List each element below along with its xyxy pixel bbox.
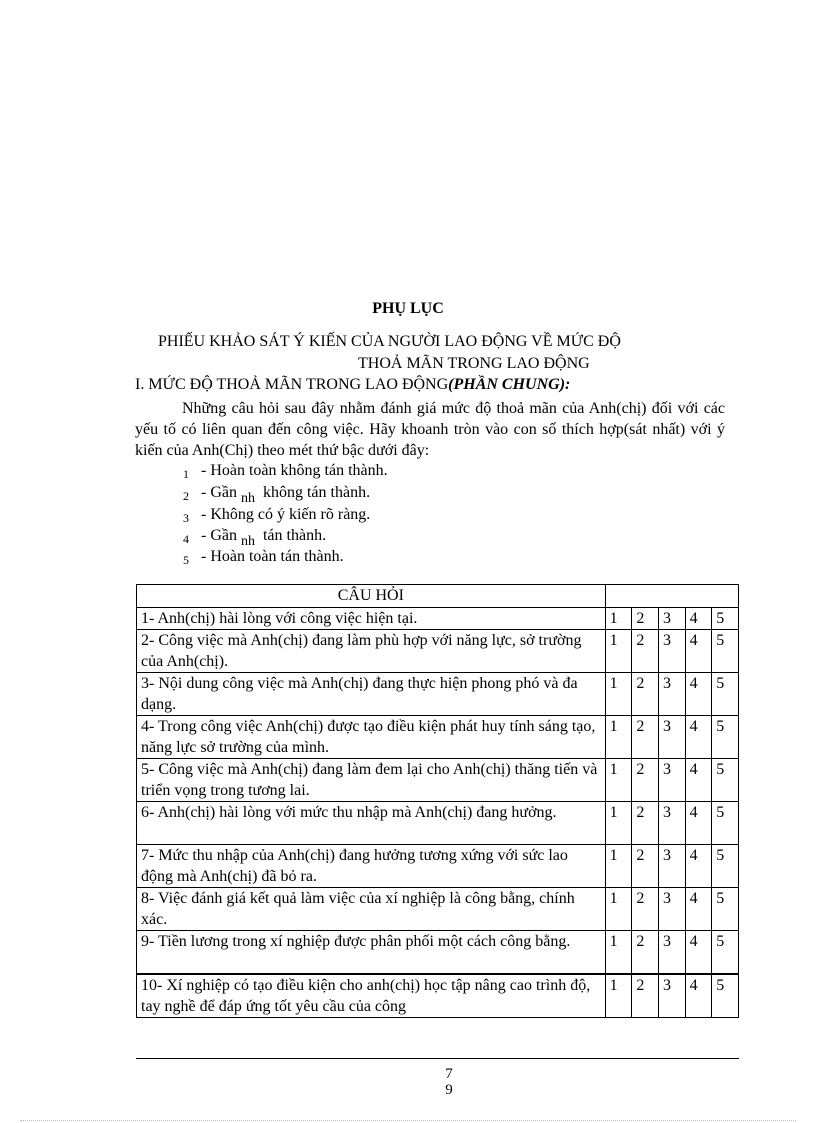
option-2[interactable]: 2 bbox=[632, 802, 659, 845]
option-1[interactable]: 1 bbox=[605, 759, 632, 802]
option-3[interactable]: 3 bbox=[658, 974, 685, 1018]
subtitle-line-2: THOẢ MÃN TRONG LAO ĐỘNG bbox=[358, 355, 590, 372]
scale-number: 1 bbox=[183, 467, 189, 481]
option-4[interactable]: 4 bbox=[685, 716, 712, 759]
option-5[interactable]: 5 bbox=[712, 974, 739, 1018]
option-4[interactable]: 4 bbox=[685, 974, 712, 1018]
option-4[interactable]: 4 bbox=[685, 630, 712, 673]
section-heading-text: I. MỨC ĐỘ THOẢ MÃN TRONG LAO ĐỘNG bbox=[135, 376, 449, 393]
option-2[interactable]: 2 bbox=[632, 759, 659, 802]
option-1[interactable]: 1 bbox=[605, 931, 632, 975]
scale-number: 2 bbox=[183, 489, 189, 503]
option-5[interactable]: 5 bbox=[712, 802, 739, 845]
option-4[interactable]: 4 bbox=[685, 802, 712, 845]
question-cell: 3- Nội dung công việc mà Anh(chị) đang thực hiện phong phó và đa dạng. bbox=[137, 673, 606, 716]
option-1[interactable]: 1 bbox=[605, 974, 632, 1018]
option-4[interactable]: 4 bbox=[685, 673, 712, 716]
option-1[interactable]: 1 bbox=[605, 608, 632, 630]
scale-text: - Hoàn toàn không tán thành. bbox=[201, 462, 388, 479]
subtitle-line-1: PHIẾU KHẢO SÁT Ý KIẾN CỦA NGƯỜI LAO ĐỘNG VỀ MỨC ĐỘ bbox=[158, 333, 621, 350]
option-3[interactable]: 3 bbox=[658, 759, 685, 802]
intro-paragraph: Những câu hỏi sau đây nhằm đánh giá mức độ thoả mãn của Anh(chị) đối với các yếu tố có liên quan đến công việc. Hãy khoanh tròn vào con số thích hợp(sát nhất) với ý kiến của Anh(Chị) theo mét thứ bậc dưới đây: bbox=[135, 400, 725, 459]
option-4[interactable]: 4 bbox=[685, 888, 712, 931]
option-2[interactable]: 2 bbox=[632, 845, 659, 888]
page-bottom-border bbox=[20, 1120, 796, 1121]
scale-item bbox=[183, 506, 370, 526]
scale-prefix: - Gần bbox=[201, 527, 237, 544]
table-row bbox=[137, 630, 739, 673]
scale-item bbox=[183, 527, 326, 550]
survey-table bbox=[136, 584, 739, 1018]
option-1[interactable]: 1 bbox=[605, 673, 632, 716]
scale-number: 5 bbox=[183, 553, 189, 567]
question-cell: 9- Tiền lương trong xí nghiệp được phân phối một cách công bằng. bbox=[137, 931, 606, 975]
table-header-row bbox=[137, 585, 739, 608]
page-number-top: 7 bbox=[445, 1066, 453, 1082]
option-5[interactable]: 5 bbox=[712, 931, 739, 975]
scale-text: không tán thành. bbox=[262, 484, 371, 501]
scale-number: 4 bbox=[183, 532, 189, 546]
option-3[interactable]: 3 bbox=[658, 716, 685, 759]
footer-divider bbox=[136, 1058, 739, 1059]
table-row bbox=[137, 802, 739, 845]
option-1[interactable]: 1 bbox=[605, 802, 632, 845]
scale-item bbox=[183, 462, 388, 482]
option-2[interactable]: 2 bbox=[632, 888, 659, 931]
option-2[interactable]: 2 bbox=[632, 608, 659, 630]
section-heading-emphasis: (PHẦN CHUNG): bbox=[448, 376, 571, 393]
option-2[interactable]: 2 bbox=[632, 673, 659, 716]
option-5[interactable]: 5 bbox=[712, 845, 739, 888]
scale-item bbox=[183, 484, 370, 507]
table-row bbox=[137, 845, 739, 888]
option-5[interactable]: 5 bbox=[712, 716, 739, 759]
scale-text: tán thành. bbox=[262, 527, 327, 544]
option-4[interactable]: 4 bbox=[685, 931, 712, 975]
scale-subscript: nh bbox=[240, 491, 255, 506]
option-1[interactable]: 1 bbox=[605, 888, 632, 931]
table-row bbox=[137, 974, 739, 1018]
option-2[interactable]: 2 bbox=[632, 931, 659, 975]
question-cell: 10- Xí nghiệp có tạo điều kiện cho anh(chị) học tập nâng cao trình độ, tay nghề để đáp ứng tốt yêu cầu của công bbox=[137, 974, 606, 1018]
scale-subscript: nh bbox=[240, 534, 255, 549]
option-1[interactable]: 1 bbox=[605, 630, 632, 673]
option-5[interactable]: 5 bbox=[712, 759, 739, 802]
table-row bbox=[137, 608, 739, 630]
option-2[interactable]: 2 bbox=[632, 974, 659, 1018]
option-2[interactable]: 2 bbox=[632, 630, 659, 673]
question-cell: 5- Công việc mà Anh(chị) đang làm đem lại cho Anh(chị) thăng tiến và triển vọng trong tương lai. bbox=[137, 759, 606, 802]
scale-text: - Không có ý kiến rõ ràng. bbox=[201, 506, 371, 523]
scale-prefix: - Gần bbox=[201, 484, 237, 501]
table-row bbox=[137, 888, 739, 931]
question-cell: 6- Anh(chị) hài lòng với mức thu nhập mà Anh(chị) đang hưởng. bbox=[137, 802, 606, 845]
option-3[interactable]: 3 bbox=[658, 630, 685, 673]
scale-text: - Hoàn toàn tán thành. bbox=[201, 548, 344, 565]
option-3[interactable]: 3 bbox=[658, 845, 685, 888]
option-1[interactable]: 1 bbox=[605, 845, 632, 888]
table-row bbox=[137, 673, 739, 716]
option-5[interactable]: 5 bbox=[712, 888, 739, 931]
question-cell: 8- Việc đánh giá kết quả làm việc của xí nghiệp là công bằng, chính xác. bbox=[137, 888, 606, 931]
options-header-cell bbox=[605, 585, 738, 608]
option-3[interactable]: 3 bbox=[658, 608, 685, 630]
option-4[interactable]: 4 bbox=[685, 608, 712, 630]
scale-item bbox=[183, 548, 344, 568]
option-3[interactable]: 3 bbox=[658, 802, 685, 845]
question-cell: 2- Công việc mà Anh(chị) đang làm phù hợp với năng lực, sở trường của Anh(chị). bbox=[137, 630, 606, 673]
option-3[interactable]: 3 bbox=[658, 931, 685, 975]
table-row bbox=[137, 759, 739, 802]
option-2[interactable]: 2 bbox=[632, 716, 659, 759]
option-4[interactable]: 4 bbox=[685, 759, 712, 802]
question-cell: 4- Trong công việc Anh(chị) được tạo điều kiện phát huy tính sáng tạo, năng lực sở trường của mình. bbox=[137, 716, 606, 759]
option-4[interactable]: 4 bbox=[685, 845, 712, 888]
table-row bbox=[137, 931, 739, 975]
option-1[interactable]: 1 bbox=[605, 716, 632, 759]
question-cell: 7- Mức thu nhập của Anh(chị) đang hưởng tương xứng với sức lao động mà Anh(chị) đã bỏ ra. bbox=[137, 845, 606, 888]
question-header: CÂU HỎI bbox=[137, 585, 606, 608]
option-5[interactable]: 5 bbox=[712, 630, 739, 673]
scale-number: 3 bbox=[183, 511, 189, 525]
option-5[interactable]: 5 bbox=[712, 608, 739, 630]
page-number-bottom: 9 bbox=[445, 1082, 453, 1098]
section-heading bbox=[135, 376, 570, 394]
option-3[interactable]: 3 bbox=[658, 888, 685, 931]
page-title: PHỤ LỤC bbox=[372, 300, 444, 317]
option-5[interactable]: 5 bbox=[712, 673, 739, 716]
table-row bbox=[137, 716, 739, 759]
option-3[interactable]: 3 bbox=[658, 673, 685, 716]
question-cell: 1- Anh(chị) hài lòng với công việc hiện tại. bbox=[137, 608, 606, 630]
